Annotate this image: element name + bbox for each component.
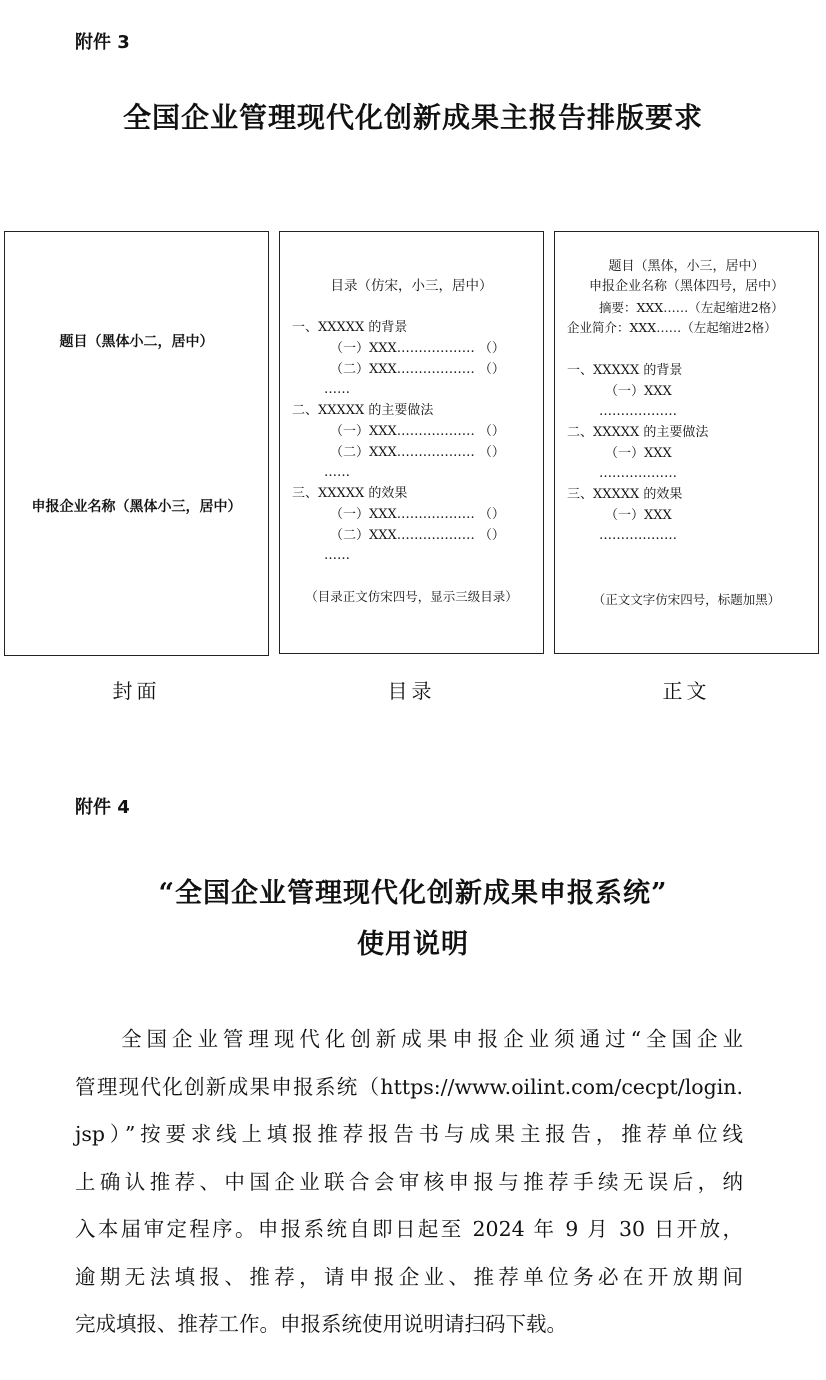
paragraph-line: 管理现代化创新成果申报系统（https://www.oilint.com/cecpt/login. — [75, 1074, 743, 1099]
toc-line: 一、XXXXX 的背景 — [292, 320, 408, 335]
toc-line: （二）XXX……………… （） — [330, 362, 505, 377]
toc-line: 二、XXXXX 的主要做法 — [292, 403, 434, 418]
body-header-line: 企业简介：XXX……（左起缩进2格） — [567, 320, 777, 335]
toc-line: （一）XXX……………… （） — [330, 507, 505, 522]
body-header-line: 摘要：XXX……（左起缩进2格） — [599, 300, 784, 315]
body-line: ……………… — [599, 466, 677, 481]
body-line: （一）XXX — [605, 446, 672, 461]
toc-line: …… — [324, 465, 350, 480]
body-line: ……………… — [599, 528, 677, 543]
attachment-4-subtitle: 使用说明 — [357, 929, 469, 960]
body-note: （正文文字仿宋四号，标题加黑） — [592, 592, 781, 607]
cover-title-spec: 题目（黑体小二，居中） — [59, 334, 214, 350]
attachment-3-title: 全国企业管理现代化创新成果主报告排版要求 — [122, 101, 703, 134]
attachment-4-label: 附件 4 — [75, 797, 130, 818]
paragraph-line: 入本届审定程序。申报系统自即日起至 2024 年 9 月 30 日开放， — [75, 1217, 743, 1241]
paragraph-line: jsp）”按要求线上填报推荐报告书与成果主报告，推荐单位线 — [75, 1122, 743, 1146]
body-caption: 正文 — [662, 679, 711, 703]
toc-line: （二）XXX……………… （） — [330, 445, 505, 460]
body-line: （一）XXX — [605, 384, 672, 399]
toc-line: 三、XXXXX 的效果 — [292, 486, 408, 501]
body-page-frame — [554, 231, 819, 654]
body-header-line: 申报企业名称（黑体四号，居中） — [588, 279, 784, 294]
cover-company-spec: 申报企业名称（黑体小三，居中） — [31, 499, 242, 515]
instruction-paragraph — [75, 1016, 743, 1349]
toc-line: …… — [324, 382, 350, 397]
cover-caption: 封面 — [112, 679, 161, 703]
toc-caption: 目录 — [387, 679, 436, 703]
body-line: （一）XXX — [605, 508, 672, 523]
toc-note: （目录正文仿宋四号，显示三级目录） — [305, 589, 518, 604]
paragraph-line: 逾期无法填报、推荐，请申报企业、推荐单位务必在开放期间 — [75, 1264, 743, 1289]
attachment-4-title: “全国企业管理现代化创新成果申报系统” — [158, 878, 668, 909]
toc-line: …… — [324, 548, 350, 563]
body-line: ……………… — [599, 404, 677, 419]
toc-line: （一）XXX……………… （） — [330, 341, 505, 356]
toc-page-frame — [279, 231, 544, 654]
body-line: 二、XXXXX 的主要做法 — [567, 425, 709, 440]
toc-line: （二）XXX……………… （） — [330, 528, 505, 543]
paragraph-line: 上确认推荐、中国企业联合会审核申报与推荐手续无误后，纳 — [75, 1169, 743, 1194]
paragraph-line: 全国企业管理现代化创新成果申报企业须通过“全国企业 — [121, 1027, 743, 1051]
body-line: 三、XXXXX 的效果 — [567, 487, 683, 502]
cover-page-frame — [4, 231, 269, 656]
paragraph-line: 完成填报、推荐工作。申报系统使用说明请扫码下载。 — [75, 1312, 567, 1336]
body-header-line: 题目（黑体，小三，居中） — [608, 259, 765, 274]
toc-line: （一）XXX……………… （） — [330, 424, 505, 439]
toc-heading: 目录（仿宋，小三，居中） — [330, 278, 493, 294]
body-line: 一、XXXXX 的背景 — [567, 363, 683, 378]
attachment-3-label: 附件 3 — [75, 32, 130, 53]
